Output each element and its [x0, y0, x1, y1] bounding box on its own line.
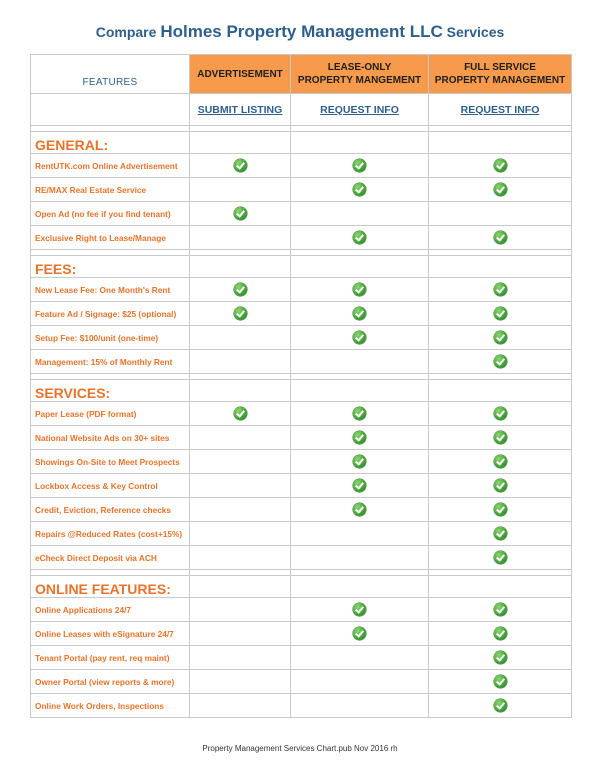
section-title: GENERAL: — [31, 132, 190, 154]
table-row — [31, 498, 572, 522]
full-service-cell — [429, 226, 572, 250]
full-service-header-line-1: FULL SERVICE — [464, 62, 536, 73]
full-service-column-header — [429, 55, 572, 94]
check-icon — [494, 431, 507, 444]
lease-only-cell — [291, 402, 429, 426]
feature-label: Management: 15% of Monthly Rent — [31, 350, 190, 374]
empty-cell — [429, 256, 572, 278]
empty-cell — [31, 94, 190, 126]
check-icon — [494, 675, 507, 688]
check-icon — [353, 603, 366, 616]
feature-label: New Lease Fee: One Month's Rent — [31, 278, 190, 302]
feature-label: National Website Ads on 30+ sites — [31, 426, 190, 450]
advertisement-cell — [190, 226, 291, 250]
advertisement-cell — [190, 670, 291, 694]
feature-label: Exclusive Right to Lease/Manage — [31, 226, 190, 250]
advertisement-cell — [190, 522, 291, 546]
table-row — [31, 326, 572, 350]
empty-cell — [190, 576, 291, 598]
feature-label: Setup Fee: $100/unit (one-time) — [31, 326, 190, 350]
full-service-cell — [429, 546, 572, 570]
lease-only-cell — [291, 154, 429, 178]
lease-only-cell — [291, 178, 429, 202]
check-icon — [494, 527, 507, 540]
submit-listing-link[interactable]: SUBMIT LISTING — [190, 94, 291, 126]
check-icon — [353, 183, 366, 196]
check-icon — [353, 479, 366, 492]
table-row — [31, 178, 572, 202]
table-row — [31, 598, 572, 622]
check-icon — [234, 159, 247, 172]
lease-only-cell — [291, 546, 429, 570]
check-icon — [494, 183, 507, 196]
advertisement-cell — [190, 178, 291, 202]
check-icon — [494, 627, 507, 640]
advertisement-cell — [190, 302, 291, 326]
check-icon — [353, 159, 366, 172]
table-row — [31, 426, 572, 450]
check-icon — [494, 479, 507, 492]
feature-label: Owner Portal (view reports & more) — [31, 670, 190, 694]
table-row — [31, 670, 572, 694]
advertisement-cell — [190, 546, 291, 570]
lease-only-cell — [291, 694, 429, 718]
full-service-cell — [429, 202, 572, 226]
lease-only-request-info-link[interactable]: REQUEST INFO — [291, 94, 429, 126]
lease-only-cell — [291, 278, 429, 302]
section-title: FEES: — [31, 256, 190, 278]
lease-only-cell — [291, 646, 429, 670]
full-service-cell — [429, 402, 572, 426]
lease-only-cell — [291, 622, 429, 646]
section-title: ONLINE FEATURES: — [31, 576, 190, 598]
lease-only-cell — [291, 450, 429, 474]
feature-label: eCheck Direct Deposit via ACH — [31, 546, 190, 570]
feature-label: RE/MAX Real Estate Service — [31, 178, 190, 202]
check-icon — [494, 651, 507, 664]
footer-note: Property Management Services Chart.pub Nov 2016 rh — [202, 744, 398, 753]
full-service-cell — [429, 154, 572, 178]
full-service-cell — [429, 622, 572, 646]
full-service-cell — [429, 326, 572, 350]
table-row — [31, 278, 572, 302]
comparison-table — [30, 54, 572, 718]
lease-only-header-line-1: LEASE-ONLY — [327, 62, 392, 73]
lease-only-cell — [291, 426, 429, 450]
check-icon — [353, 503, 366, 516]
full-service-cell — [429, 474, 572, 498]
full-service-cell — [429, 302, 572, 326]
check-icon — [353, 455, 366, 468]
feature-label: Open Ad (no fee if you find tenant) — [31, 202, 190, 226]
check-icon — [494, 699, 507, 712]
lease-only-cell — [291, 226, 429, 250]
check-icon — [494, 159, 507, 172]
empty-cell — [291, 132, 429, 154]
empty-cell — [190, 256, 291, 278]
check-icon — [234, 307, 247, 320]
advertisement-cell — [190, 402, 291, 426]
empty-cell — [190, 132, 291, 154]
check-icon — [494, 307, 507, 320]
advertisement-cell — [190, 598, 291, 622]
check-icon — [353, 331, 366, 344]
check-icon — [234, 283, 247, 296]
features-column-header: FEATURES — [31, 55, 190, 94]
advertisement-cell — [190, 326, 291, 350]
lease-only-cell — [291, 326, 429, 350]
advertisement-cell — [190, 154, 291, 178]
advertisement-cell — [190, 202, 291, 226]
check-icon — [494, 551, 507, 564]
feature-label: Paper Lease (PDF format) — [31, 402, 190, 426]
advertisement-cell — [190, 426, 291, 450]
feature-label: Online Work Orders, Inspections — [31, 694, 190, 718]
empty-cell — [429, 380, 572, 402]
check-icon — [494, 331, 507, 344]
empty-cell — [429, 576, 572, 598]
check-icon — [234, 207, 247, 220]
check-icon — [494, 407, 507, 420]
lease-only-cell — [291, 498, 429, 522]
feature-label: Feature Ad / Signage: $25 (optional) — [31, 302, 190, 326]
full-service-cell — [429, 670, 572, 694]
lease-only-cell — [291, 202, 429, 226]
feature-label: Credit, Eviction, Reference checks — [31, 498, 190, 522]
full-service-cell — [429, 350, 572, 374]
lease-only-cell — [291, 598, 429, 622]
advertisement-column-header: ADVERTISEMENT — [190, 55, 291, 94]
table-row — [31, 694, 572, 718]
section-header-row — [31, 576, 572, 598]
full-service-cell — [429, 426, 572, 450]
action-links-row — [31, 94, 572, 126]
lease-only-cell — [291, 350, 429, 374]
check-icon — [494, 355, 507, 368]
column-header-row — [31, 55, 572, 94]
full-service-cell — [429, 498, 572, 522]
lease-only-cell — [291, 474, 429, 498]
check-icon — [353, 431, 366, 444]
empty-cell — [291, 380, 429, 402]
lease-only-cell — [291, 670, 429, 694]
table-row — [31, 546, 572, 570]
full-service-cell — [429, 450, 572, 474]
section-header-row — [31, 132, 572, 154]
lease-only-cell — [291, 522, 429, 546]
feature-label: Lockbox Access & Key Control — [31, 474, 190, 498]
advertisement-cell — [190, 450, 291, 474]
table-row — [31, 646, 572, 670]
advertisement-cell — [190, 278, 291, 302]
check-icon — [494, 603, 507, 616]
full-service-cell — [429, 598, 572, 622]
check-icon — [353, 283, 366, 296]
check-icon — [494, 503, 507, 516]
empty-cell — [291, 256, 429, 278]
empty-cell — [190, 380, 291, 402]
advertisement-cell — [190, 350, 291, 374]
empty-cell — [291, 576, 429, 598]
check-icon — [494, 231, 507, 244]
check-icon — [234, 407, 247, 420]
full-service-cell — [429, 646, 572, 670]
check-icon — [353, 307, 366, 320]
section-header-row — [31, 380, 572, 402]
table-row — [31, 522, 572, 546]
advertisement-cell — [190, 498, 291, 522]
check-icon — [353, 407, 366, 420]
advertisement-cell — [190, 646, 291, 670]
table-row — [31, 350, 572, 374]
title-company-name: Holmes Property Management LLC — [160, 22, 443, 41]
full-service-cell — [429, 522, 572, 546]
lease-only-header-line-2: PROPERTY MANGEMENT — [297, 75, 422, 86]
table-row — [31, 450, 572, 474]
table-row — [31, 226, 572, 250]
full-service-request-info-link[interactable]: REQUEST INFO — [429, 94, 572, 126]
table-row — [31, 474, 572, 498]
empty-cell — [429, 132, 572, 154]
full-service-cell — [429, 694, 572, 718]
feature-label: Online Leases with eSignature 24/7 — [31, 622, 190, 646]
table-row — [31, 154, 572, 178]
feature-label: RentUTK.com Online Advertisement — [31, 154, 190, 178]
section-title: SERVICES: — [31, 380, 190, 402]
feature-label: Showings On-Site to Meet Prospects — [31, 450, 190, 474]
lease-only-cell — [291, 302, 429, 326]
table-row — [31, 202, 572, 226]
lease-only-column-header — [291, 55, 429, 94]
advertisement-cell — [190, 694, 291, 718]
full-service-header-line-2: PROPERTY MANAGEMENT — [434, 75, 566, 86]
feature-label: Tenant Portal (pay rent, req maint) — [31, 646, 190, 670]
feature-label: Repairs @Reduced Rates (cost+15%) — [31, 522, 190, 546]
table-row — [31, 402, 572, 426]
section-header-row — [31, 256, 572, 278]
check-icon — [353, 627, 366, 640]
feature-label: Online Applications 24/7 — [31, 598, 190, 622]
advertisement-cell — [190, 474, 291, 498]
table-row — [31, 622, 572, 646]
page-title — [0, 22, 600, 42]
full-service-cell — [429, 278, 572, 302]
title-prefix: Compare — [95, 24, 157, 40]
check-icon — [494, 455, 507, 468]
title-suffix: Services — [446, 24, 505, 40]
full-service-cell — [429, 178, 572, 202]
table-row — [31, 302, 572, 326]
check-icon — [353, 231, 366, 244]
check-icon — [494, 283, 507, 296]
advertisement-cell — [190, 622, 291, 646]
